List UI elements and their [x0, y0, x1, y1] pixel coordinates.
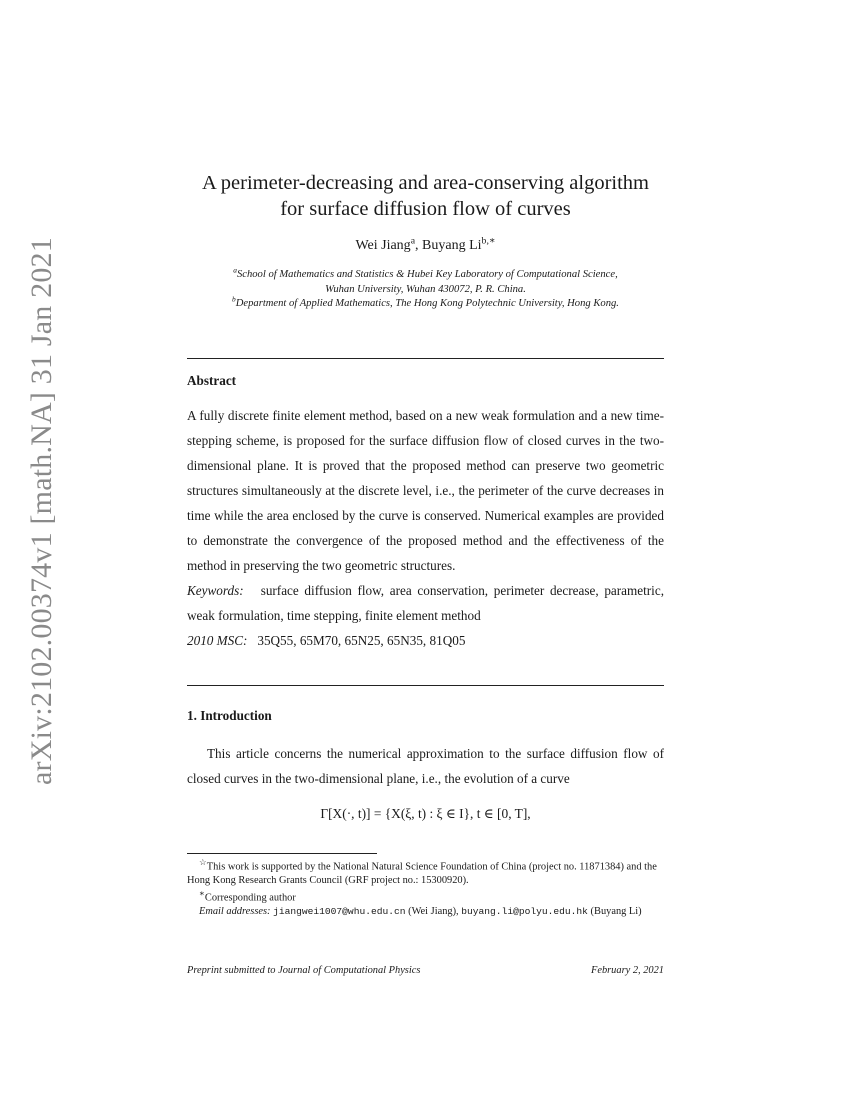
author-name: Wei Jiang: [355, 238, 411, 253]
author-list: [187, 235, 664, 254]
footnote-emails: [187, 905, 664, 919]
msc-label: 2010 MSC:: [187, 633, 248, 648]
abstract-body: [187, 403, 664, 653]
intro-paragraph: [187, 741, 664, 791]
intro-text: This article concerns the numerical approximation to the surface diffusion flow of closed curves in the two-dimensional plane, i.e., the evolution of a curve: [187, 746, 664, 786]
arxiv-stamp: arXiv:2102.00374v1 [math.NA] 31 Jan 2021: [25, 237, 58, 785]
email-link-li[interactable]: buyang.li@polyu.edu.hk: [461, 906, 588, 918]
footnotes: [187, 856, 664, 919]
footnote-text: Corresponding author: [204, 892, 296, 904]
abstract-text: A fully discrete finite element method, based on a new weak formulation and a new time-stepping scheme, is proposed for the surface diffusion flow of closed curves in the two-dimensional plane. It is proved that the proposed method can preserve two geometric structures simultaneously at the discrete level, i.e., the perimeter of the curve decreases in time while the area enclosed by the curve is conserved. Numerical examples are provided to demonstrate the convergence of the proposed method and the effectiveness of the method in preserving the two geometric structures.: [187, 408, 664, 573]
title-line-1: A perimeter-decreasing and area-conserving algorithm: [202, 172, 649, 194]
affil-mark: b: [232, 294, 236, 304]
author-separator: ,: [415, 238, 423, 253]
paper-title: [187, 170, 664, 222]
abstract-top-rule: [187, 358, 664, 359]
affiliations: [187, 265, 664, 312]
affil-text: School of Mathematics and Statistics & Hubei Key Laboratory of Computational Science,: [236, 269, 618, 280]
footnote-text: This work is supported by the National Natural Science Foundation of China (project no. 11871384) and the Hong Kong Research Grants Council (GRF project no.: 15300920).: [187, 861, 657, 886]
page-footer: [187, 965, 664, 976]
abstract-bottom-rule: [187, 685, 664, 686]
footer-submission: Preprint submitted to Journal of Computational Physics: [187, 965, 421, 976]
author-affil-mark: b,∗: [481, 235, 496, 247]
email-owner: (Wei Jiang),: [408, 906, 459, 918]
footnote-mark: ☆: [199, 857, 207, 867]
footnote-rule: [187, 853, 377, 854]
keywords-label: Keywords:: [187, 583, 244, 598]
email-label: Email addresses:: [199, 906, 271, 918]
msc-line: [187, 628, 664, 653]
affiliation-a-cont: Wuhan University, Wuhan 430072, P. R. China.: [325, 283, 526, 295]
author-affil-mark: a: [410, 235, 416, 247]
footnote-mark: ∗: [199, 888, 205, 899]
footer-date: February 2, 2021: [590, 965, 664, 976]
keywords-line: [187, 578, 664, 628]
email-link-jiang[interactable]: jiangwei1007@whu.edu.cn: [273, 906, 406, 918]
footnote-corresponding: [187, 887, 664, 905]
author-name: Buyang Li: [422, 238, 482, 253]
section-heading: 1. Introduction: [187, 708, 272, 723]
abstract-heading: Abstract: [187, 373, 237, 388]
equation: Γ[X(·, t)] = {X(ξ, t) : ξ ∈ I}, t ∈ [0, T],: [320, 806, 531, 821]
title-line-2: for surface diffusion flow of curves: [280, 198, 571, 220]
affil-text: Department of Applied Mathematics, The Hong Kong Polytechnic University, Hong Kong.: [235, 298, 619, 309]
msc-codes: 35Q55, 65M70, 65N25, 65N35, 81Q05: [257, 633, 466, 648]
affiliation-b: [187, 294, 664, 312]
email-owner: (Buyang Li): [590, 906, 642, 918]
keywords-text: surface diffusion flow, area conservation, perimeter decrease, parametric, weak formulation, time stepping, finite element method: [187, 583, 664, 623]
affil-mark: a: [233, 265, 237, 275]
footnote-funding: [187, 856, 664, 887]
affiliation-a: [187, 265, 664, 283]
